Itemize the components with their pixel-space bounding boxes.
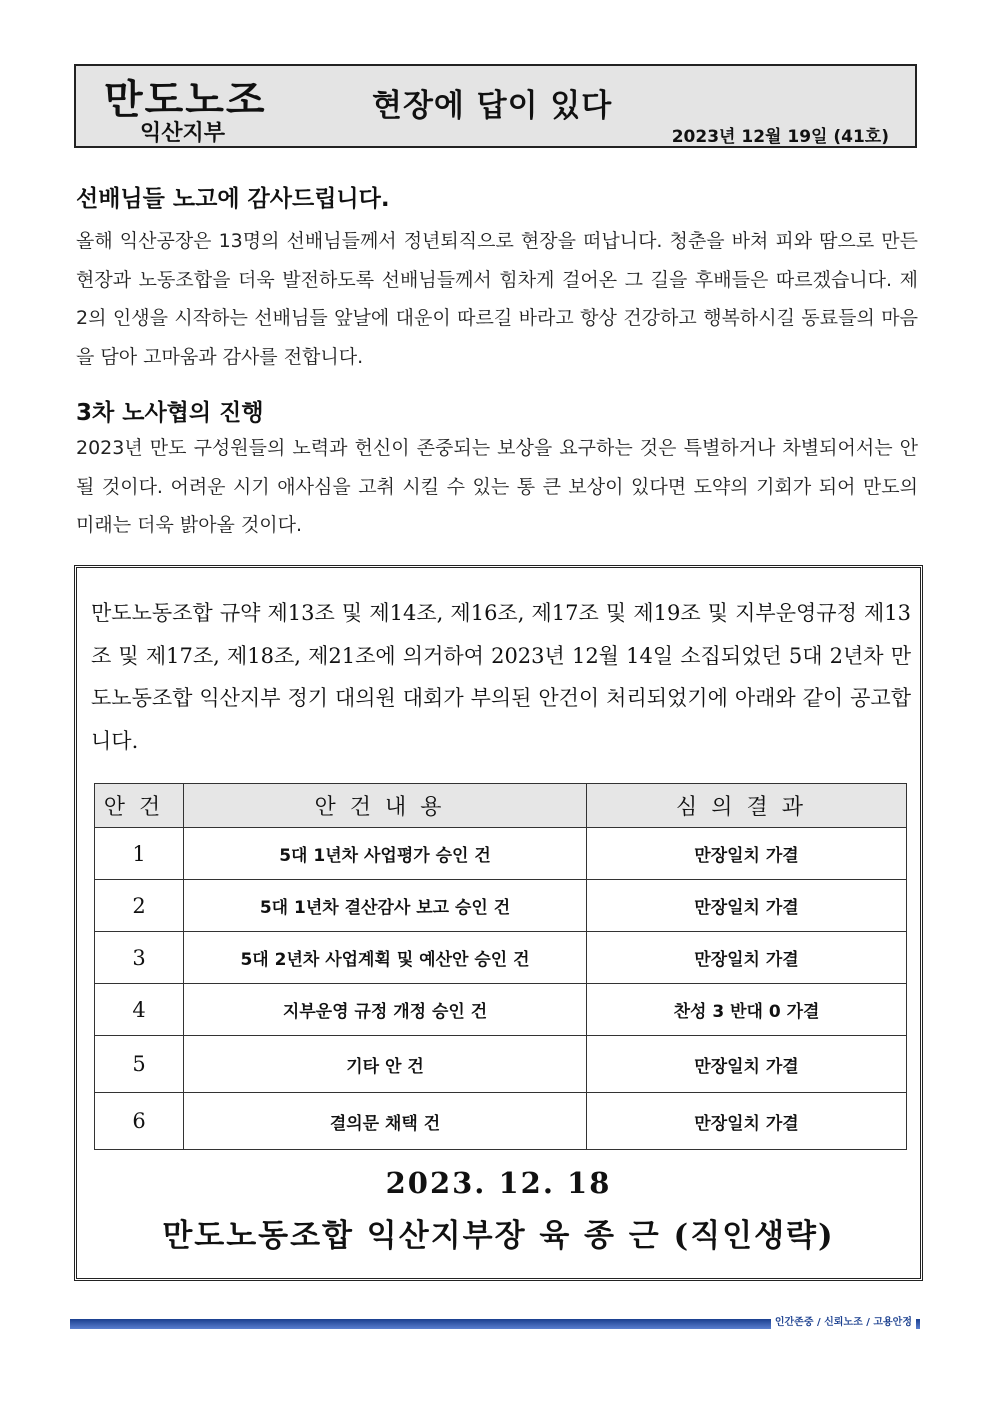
issue-date: 2023년 12월 19일 (41호) bbox=[671, 127, 889, 147]
agenda-no: 6 bbox=[95, 1093, 184, 1150]
agenda-result: 만장일치 가결 bbox=[587, 1036, 907, 1093]
slogan: 현장에 답이 있다 bbox=[372, 88, 613, 124]
agenda-no: 5 bbox=[95, 1036, 184, 1093]
table-row bbox=[95, 1036, 907, 1093]
agenda-no: 2 bbox=[95, 880, 184, 932]
agenda-item: 지부운영 규정 개정 승인 건 bbox=[184, 984, 587, 1036]
table-row bbox=[95, 880, 907, 932]
agenda-item: 결의문 채택 건 bbox=[184, 1093, 587, 1150]
section1-title: 선배님들 노고에 감사드립니다. bbox=[76, 186, 390, 212]
agenda-no: 4 bbox=[95, 984, 184, 1036]
section1-body: 올해 익산공장은 13명의 선배님들께서 정년퇴직으로 현장을 떠납니다. 청춘을 바쳐 피와 땀으로 만든 현장과 노동조합을 더욱 발전하도록 선배님들께서 힘차게 걸어온 그 길을 후배들은 따르겠습니다. 제 2의 인생을 시작하는 선배님들 앞날에 대운이 따르길 바라고 항상 건강하고 행복하시길 동료들의 마음을 담아 고마움과 감사를 전합니다. bbox=[76, 230, 918, 368]
agenda-result: 만장일치 가결 bbox=[587, 880, 907, 932]
header-result: 심의결과 bbox=[587, 784, 907, 828]
branch-name: 익산지부 bbox=[140, 121, 226, 146]
section2-title: 3차 노사협의 진행 bbox=[76, 400, 264, 426]
table-row bbox=[95, 828, 907, 880]
table-row bbox=[95, 984, 907, 1036]
agenda-item: 기타 안 건 bbox=[184, 1036, 587, 1093]
agenda-no: 1 bbox=[95, 828, 184, 880]
notice-text: 만도노동조합 규약 제13조 및 제14조, 제16조, 제17조 및 제19조 및 지부운영규정 제13조 및 제17조, 제18조, 제21조에 의거하여 2023년 12월 14일 소집되었던 5대 2년차 만도노동조합 익산지부 정기 대의원 대회가 부의된 안건이 처리되었기에 아래와 같이 공고합니다. bbox=[91, 601, 911, 753]
footer-badge: 인간존중 / 신뢰노조 / 고용안정 bbox=[771, 1315, 916, 1331]
signature: 만도노동조합 익산지부장 육 종 근 (직인생략) bbox=[162, 1218, 835, 1254]
agenda-result: 만장일치 가결 bbox=[587, 932, 907, 984]
header-agenda-content: 안건내용 bbox=[184, 784, 587, 828]
agenda-result: 찬성 3 반대 0 가결 bbox=[587, 984, 907, 1036]
notice-date: 2023. 12. 18 bbox=[385, 1166, 612, 1200]
agenda-table bbox=[94, 783, 907, 1150]
agenda-item: 5대 1년차 사업평가 승인 건 bbox=[184, 828, 587, 880]
notice-box bbox=[74, 565, 923, 1281]
section2-body: 2023년 만도 구성원들의 노력과 헌신이 존중되는 보상을 요구하는 것은 특별하거나 차별되어서는 안 될 것이다. 어려운 시기 애사심을 고취 시킬 수 있는 통 큰 보상이 있다면 도약의 기회가 되어 만도의 미래는 더욱 밝아올 것이다. bbox=[76, 437, 918, 536]
agenda-item: 5대 1년차 결산감사 보고 승인 건 bbox=[184, 880, 587, 932]
agenda-item: 5대 2년차 사업계획 및 예산안 승인 건 bbox=[184, 932, 587, 984]
header-agenda-no: 안건 bbox=[95, 784, 184, 828]
agenda-result: 만장일치 가결 bbox=[587, 828, 907, 880]
masthead bbox=[74, 64, 917, 148]
agenda-no: 3 bbox=[95, 932, 184, 984]
table-header-row bbox=[95, 784, 907, 828]
table-row bbox=[95, 1093, 907, 1150]
table-row bbox=[95, 932, 907, 984]
agenda-result: 만장일치 가결 bbox=[587, 1093, 907, 1150]
union-title: 만도노조 bbox=[104, 77, 267, 123]
